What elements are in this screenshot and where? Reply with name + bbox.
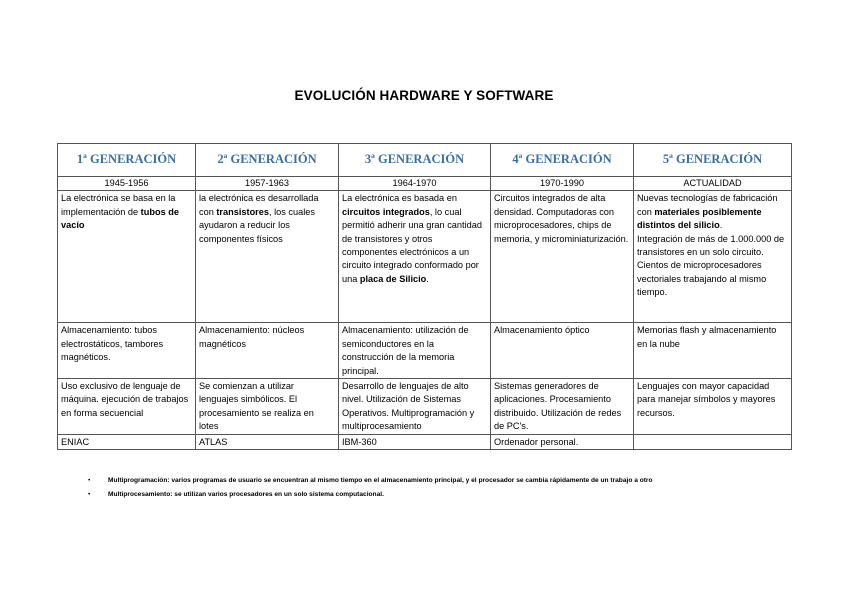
storage-generation-5: Memorias flash y almacenamiento en la nube xyxy=(634,323,792,379)
years-generation-2: 1957-1963 xyxy=(196,177,339,191)
example-generation-3: IBM-360 xyxy=(339,434,491,449)
footnote-text: Multiprogramación: varios programas de usuario se encuentran al mismo tiempo en el almacenamiento principal, y el procesador se cambia rápidamente de un trabajo a otro xyxy=(108,477,653,484)
header-generation-3: 3ª GENERACIÓN xyxy=(339,144,491,177)
years-row xyxy=(58,177,792,191)
years-generation-5: ACTUALIDAD xyxy=(634,177,792,191)
software-generation-1: Uso exclusivo de lenguaje de máquina. ejecución de trabajos en forma secuencial xyxy=(58,379,196,435)
storage-row xyxy=(58,323,792,379)
years-generation-1: 1945-1956 xyxy=(58,177,196,191)
page-title: EVOLUCIÓN HARDWARE Y SOFTWARE xyxy=(294,88,554,103)
electronics-text: Nuevas tecnologías de fabricación con xyxy=(637,193,778,217)
storage-generation-2: Almacenamiento: núcleos magnéticos xyxy=(196,323,339,379)
electronics-highlight: materiales posiblemente distintos del silicio xyxy=(637,206,762,231)
example-generation-1: ENIAC xyxy=(58,434,196,449)
header-generation-4: 4ª GENERACIÓN xyxy=(491,144,634,177)
storage-generation-1: Almacenamiento: tubos electrostáticos, tambores magnéticos. xyxy=(58,323,196,379)
storage-generation-3: Almacenamiento: utilización de semiconductores en la construcción de la memoria principal. xyxy=(339,323,491,379)
electronics-highlight: transistores xyxy=(216,206,269,217)
footnote-text: Multiprocesamiento: se utilizan varios procesadores en un solo sistema computacional. xyxy=(108,491,384,498)
header-generation-2: 2ª GENERACIÓN xyxy=(196,144,339,177)
software-generation-2: Se comienzan a utilizar lenguajes simbólicos. El procesamiento se realiza en lotes xyxy=(196,379,339,435)
generations-table xyxy=(57,143,792,450)
example-generation-4: Ordenador personal. xyxy=(491,434,634,449)
electronics-highlight: tubos de vacío xyxy=(61,206,179,231)
software-row xyxy=(58,379,792,435)
electronics-generation-5 xyxy=(634,191,792,323)
electronics-generation-1 xyxy=(58,191,196,323)
electronics-generation-3 xyxy=(339,191,491,323)
electronics-text: . xyxy=(719,220,723,231)
examples-row xyxy=(58,434,792,449)
years-generation-3: 1964-1970 xyxy=(339,177,491,191)
electronics-text: Cientos de microprocesadores vectoriales trabajando al mismo tiempo. xyxy=(637,260,767,298)
footnotes-list xyxy=(88,474,788,502)
electronics-text: La electrónica se basa en la implementación de xyxy=(61,193,176,217)
footnote-item xyxy=(88,474,788,488)
bullet-icon: • xyxy=(88,491,91,498)
table-header-row xyxy=(58,144,792,177)
electronics-text: , los cuales ayudaron a reducir los componentes físicos xyxy=(199,206,315,244)
electronics-text: La electrónica es basada en xyxy=(342,193,457,204)
bullet-icon: • xyxy=(88,477,91,484)
electronics-text: Integración de más de 1.000.000 de transistores en un solo circuito. xyxy=(637,233,785,258)
electronics-text: la electrónica es desarrollada con xyxy=(199,193,319,217)
electronics-highlight: placa de Silicio xyxy=(359,273,427,284)
electronics-text: . xyxy=(426,273,429,284)
years-generation-4: 1970-1990 xyxy=(491,177,634,191)
software-generation-3: Desarrollo de lenguajes de alto nivel. Utilización de Sistemas Operativos. Multiprogramación y multiprocesamiento xyxy=(339,379,491,435)
electronics-highlight: circuitos integrados xyxy=(342,206,430,217)
software-generation-5: Lenguajes con mayor capacidad para manejar símbolos y mayores recursos. xyxy=(634,379,792,435)
electronics-row xyxy=(58,191,792,323)
footnote-item xyxy=(88,488,788,502)
header-generation-5: 5ª GENERACIÓN xyxy=(634,144,792,177)
storage-generation-4: Almacenamiento óptico xyxy=(491,323,634,379)
header-generation-1: 1ª GENERACIÓN xyxy=(58,144,196,177)
electronics-generation-4: Circuitos integrados de alta densidad. Computadoras con microprocesadores, chips de memoria, y microminiaturización. xyxy=(491,191,634,323)
electronics-generation-2 xyxy=(196,191,339,323)
electronics-text: , lo cual permitió adherir una gran cantidad de transistores y otros componentes electrónicos a un circuito integrado conformado por una xyxy=(342,206,482,284)
example-generation-2: ATLAS xyxy=(196,434,339,449)
example-generation-5 xyxy=(634,434,792,449)
software-generation-4: Sistemas generadores de aplicaciones. Procesamiento distribuido. Utilización de redes de PC's. xyxy=(491,379,634,435)
